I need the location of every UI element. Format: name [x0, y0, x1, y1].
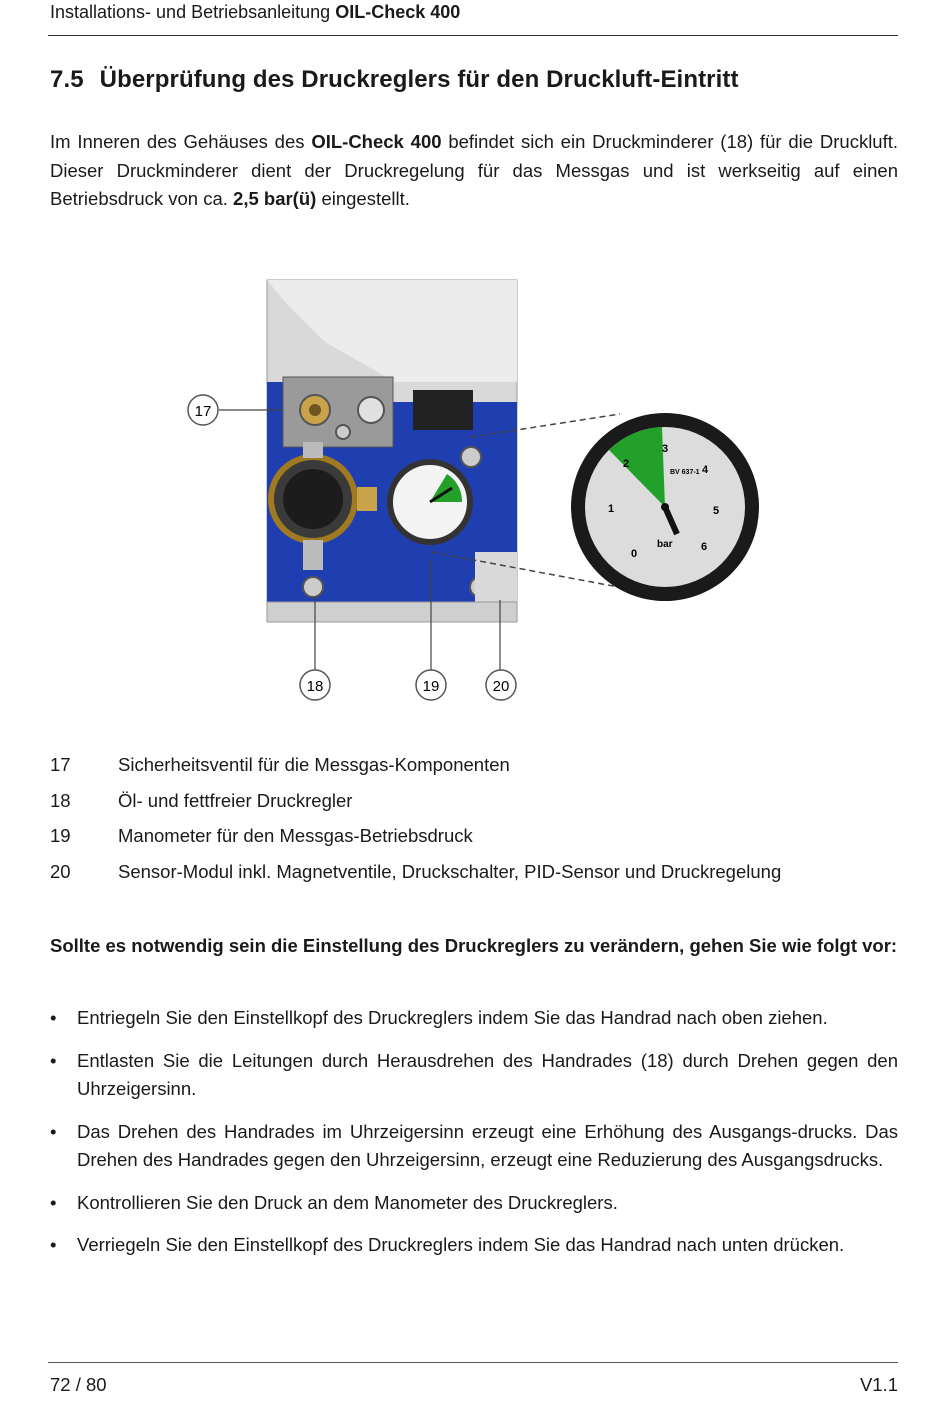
- manometer-detail: [571, 413, 759, 601]
- legend-number: 17: [50, 754, 71, 775]
- regulator-fitting-bottom: [303, 540, 323, 570]
- legend-text: Sensor-Modul inkl. Magnetventile, Druckschalter, PID-Sensor und Druckregelung: [118, 860, 782, 882]
- legend-row: [50, 790, 898, 826]
- legend-text: Sicherheitsventil für die Messgas-Komponenten: [118, 754, 510, 775]
- gauge-tick-2: 2: [623, 458, 630, 470]
- legend-number: 19: [50, 825, 71, 846]
- gauge-unit: bar: [657, 539, 673, 550]
- gauge-tick-1: 1: [608, 503, 615, 515]
- device-illustration: [175, 262, 775, 707]
- step-text: Entriegeln Sie den Einstellkopf des Druckreglers indem Sie das Handrad nach oben ziehen.: [77, 1007, 828, 1028]
- intro-text-3: eingestellt.: [316, 188, 410, 209]
- header-title: Installations- und Betriebsanleitung: [50, 2, 331, 22]
- gauge-tick-3: 3: [662, 443, 669, 455]
- step-text: Kontrollieren Sie den Druck an dem Manometer des Druckreglers.: [77, 1191, 618, 1213]
- instruction-list: [50, 1004, 898, 1274]
- list-item: [50, 1189, 898, 1218]
- step-text: Verriegeln Sie den Einstellkopf des Druckreglers indem Sie das Handrad nach unten drücken.: [77, 1234, 845, 1255]
- section-heading: [50, 66, 739, 94]
- legend-row: [50, 861, 898, 897]
- screw: [303, 577, 323, 597]
- legend-row: [50, 754, 898, 790]
- gauge-model: BV 637-1: [670, 469, 700, 476]
- needle-hub: [661, 503, 669, 511]
- header-divider: [48, 35, 898, 36]
- intro-paragraph: [50, 128, 898, 214]
- bullet-icon: •: [50, 1007, 57, 1028]
- callout-20-label: 20: [492, 678, 510, 695]
- section-number: 7.5: [50, 66, 84, 93]
- page-number: 72 / 80: [50, 1374, 107, 1395]
- valve-dark: [413, 390, 473, 430]
- header-product: OIL-Check 400: [335, 2, 461, 22]
- gauge-tick-6: 6: [701, 541, 708, 553]
- callout-20: [486, 670, 516, 700]
- legend-text: Öl- und fettfreier Druckregler: [118, 789, 353, 811]
- list-item: [50, 1047, 898, 1104]
- callout-17-label: 17: [194, 403, 212, 420]
- intro-text-1: Im Inneren des Gehäuses des: [50, 131, 312, 152]
- housing-base: [267, 602, 517, 622]
- instructions-heading: Sollte es notwendig sein die Einstellung des Druckreglers zu verändern, gehen Sie wie folgt vor:: [50, 935, 898, 956]
- screw: [336, 425, 350, 439]
- bullet-icon: •: [50, 1049, 57, 1071]
- step-text: Entlasten Sie die Leitungen durch Herausdrehen des Handrades (18) durch Drehen gegen den Uhrzeigersinn.: [77, 1049, 898, 1099]
- legend-row: [50, 825, 898, 861]
- safety-valve-core: [309, 404, 321, 416]
- step-text: Das Drehen des Handrades im Uhrzeigersinn erzeugt eine Erhöhung des Ausgangs-drucks. Das Drehen des Handrades gegen den Uhrzeigersinn, erzeugt eine Reduzierung des Ausgangsdrucks.: [77, 1120, 898, 1170]
- list-item: [50, 1004, 898, 1033]
- callout-18-label: 18: [306, 678, 324, 695]
- intro-text-2: befindet sich ein Druckminderer (18) für die Druckluft. Dieser Druckminderer dient der Druckregelung für das Messgas und ist werkseitig auf einen Betriebsdruck von ca.: [50, 131, 899, 209]
- callout-19: [416, 670, 446, 700]
- section-title: Überprüfung des Druckreglers für den Druckluft-Eintritt: [99, 66, 739, 93]
- valve-plug: [358, 397, 384, 423]
- gauge-tick-4: 4: [702, 464, 709, 476]
- list-item: [50, 1118, 898, 1175]
- bullet-icon: •: [50, 1120, 57, 1142]
- bullet-icon: •: [50, 1234, 57, 1255]
- callout-18: [300, 670, 330, 700]
- regulator-handwheel: [283, 469, 343, 529]
- figure-legend: [50, 754, 898, 896]
- intro-product: OIL-Check 400: [311, 131, 442, 152]
- screw: [461, 447, 481, 467]
- list-item: [50, 1231, 898, 1260]
- gauge-tick-0: 0: [631, 548, 638, 560]
- footer-divider: [48, 1362, 898, 1363]
- intro-pressure: 2,5 bar(ü): [233, 188, 317, 209]
- callout-17: [188, 395, 218, 425]
- legend-number: 20: [50, 860, 71, 882]
- regulator-fitting-top: [303, 442, 323, 458]
- callout-19-label: 19: [422, 678, 440, 695]
- bullet-icon: •: [50, 1191, 57, 1213]
- document-version: V1.1: [859, 1374, 898, 1395]
- gauge-tick-5: 5: [713, 505, 720, 517]
- page-header: [50, 2, 460, 23]
- sensor-module: [475, 552, 517, 602]
- legend-number: 18: [50, 789, 71, 811]
- device-figure: [175, 262, 775, 707]
- legend-text: Manometer für den Messgas-Betriebsdruck: [118, 825, 473, 846]
- brass-connector: [357, 487, 377, 511]
